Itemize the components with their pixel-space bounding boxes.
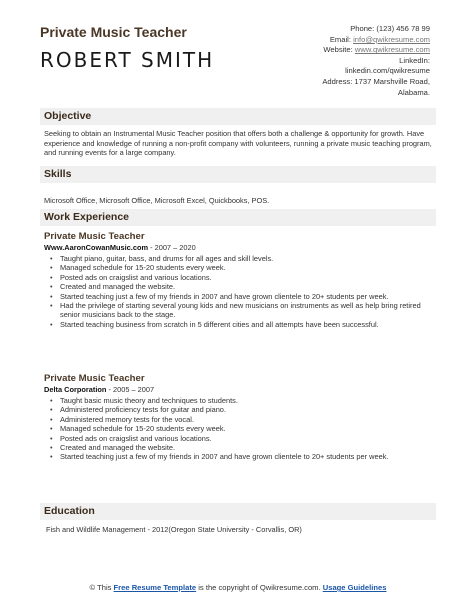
education-text: Fish and Wildlife Management - 2012(Oregon State University - Corvallis, OR) [46,525,302,534]
contact-info [322,24,430,98]
linkedin-label: LinkedIn: [399,55,430,65]
education-section-bar [40,503,436,520]
website-link[interactable]: www.qwikresume.com [354,45,430,55]
job-2-meta [44,385,434,395]
list-item: • Started teaching business from scratch in 5 different cities and all attempts have been successful. [50,319,379,329]
job-title: Private Music Teacher [40,24,187,40]
bullet-icon: • [50,301,53,311]
address-line-1: Address: 1737 Marshville Road, [322,76,430,86]
objective-heading: Objective [44,110,92,122]
bullet-icon: • [50,396,53,405]
website-label: Website: [323,45,353,55]
skills-text: Microsoft Office, Microsoft Office, Microsoft Excel, Quickbooks, POS. [44,196,270,205]
job-2-employer: Delta Corporation [44,385,107,394]
candidate-name: ROBERT SMITH [40,48,215,72]
address-line-2: Alabama. [397,87,430,97]
website-line [322,45,430,56]
job-2-title: Private Music Teacher [44,373,145,384]
bullet-icon: • [50,272,53,282]
footer-middle: is the copyright of Qwikresume.com. [196,583,323,592]
bullet-icon: • [50,254,53,263]
email-label: Email: [329,34,351,44]
copyright-footer [40,583,436,594]
email-link[interactable]: info@qwikresume.com [353,34,430,44]
list-item: • Created and managed the website. [50,282,176,292]
email-line [322,35,430,46]
job-1-bullets [44,254,434,329]
bullet-icon: • [50,319,53,329]
bullet-icon: • [50,405,53,415]
job-1-title: Private Music Teacher [44,231,145,242]
job-entry-1 [44,231,434,329]
job-1-employer: Www.AaronCowanMusic.com [44,243,149,252]
job-1-meta [44,243,434,253]
bullet-icon: • [50,443,53,453]
linkedin-link[interactable]: linkedin.com/qwikresume [345,66,430,76]
bullet-icon: • [50,433,53,443]
list-item: • Taught piano, guitar, bass, and drums for all ages and skill levels. [50,254,274,263]
bullet-icon: • [50,414,53,424]
list-item: • Started teaching just a few of my friends in 2007 and have grown clientele to 20+ students per week. [50,291,389,301]
list-item: • Managed schedule for 15-20 students every week. [50,263,226,273]
objective-text: Seeking to obtain an Instrumental Music Teacher position that offers both a challenge & opportunity for growth. Have experience and knowledge of running a non-profit company with volunteers, running a private music teaching program, and running events for a large company. [44,129,432,158]
skills-heading: Skills [44,168,72,180]
list-item: • Posted ads on craigslist and various locations. [50,433,212,443]
list-item: • Administered memory tests for the vocal. [50,414,194,424]
education-heading: Education [44,505,95,517]
list-item: • Managed schedule for 15-20 students every week. [50,424,226,434]
bullet-icon: • [50,291,53,301]
job-2-bullets [44,396,434,462]
experience-section-bar [40,209,436,226]
free-resume-template-link[interactable]: Free Resume Template [113,583,197,592]
phone: Phone: (123) 456 78 99 [350,24,430,33]
bullet-icon: • [50,263,53,273]
list-item: • Administered proficiency tests for guitar and piano. [50,405,226,415]
objective-section-bar [40,108,436,125]
list-item: • Started teaching just a few of my friends in 2007 and have grown clientele to 20+ students per week. [50,452,389,462]
job-1-dates: - 2007 – 2020 [148,243,196,252]
resume-header [40,22,430,102]
list-item: • Had the privilege of starting several young kids and new musicians on instruments as well as help bring retired senior musicians back to the stage. [50,301,421,320]
experience-heading: Work Experience [44,211,130,223]
bullet-icon: • [50,282,53,292]
list-item: • Taught basic music theory and techniques to students. [50,396,238,405]
list-item: • Posted ads on craigslist and various locations. [50,272,212,282]
job-entry-2 [44,373,434,462]
bullet-icon: • [50,452,53,462]
bullet-icon: • [50,424,53,434]
job-2-dates: - 2005 – 2007 [106,385,155,394]
usage-guidelines-link[interactable]: Usage Guidelines [322,583,387,592]
footer-prefix: © This [89,583,114,592]
list-item: • Created and managed the website. [50,443,176,453]
skills-section-bar [40,166,436,183]
